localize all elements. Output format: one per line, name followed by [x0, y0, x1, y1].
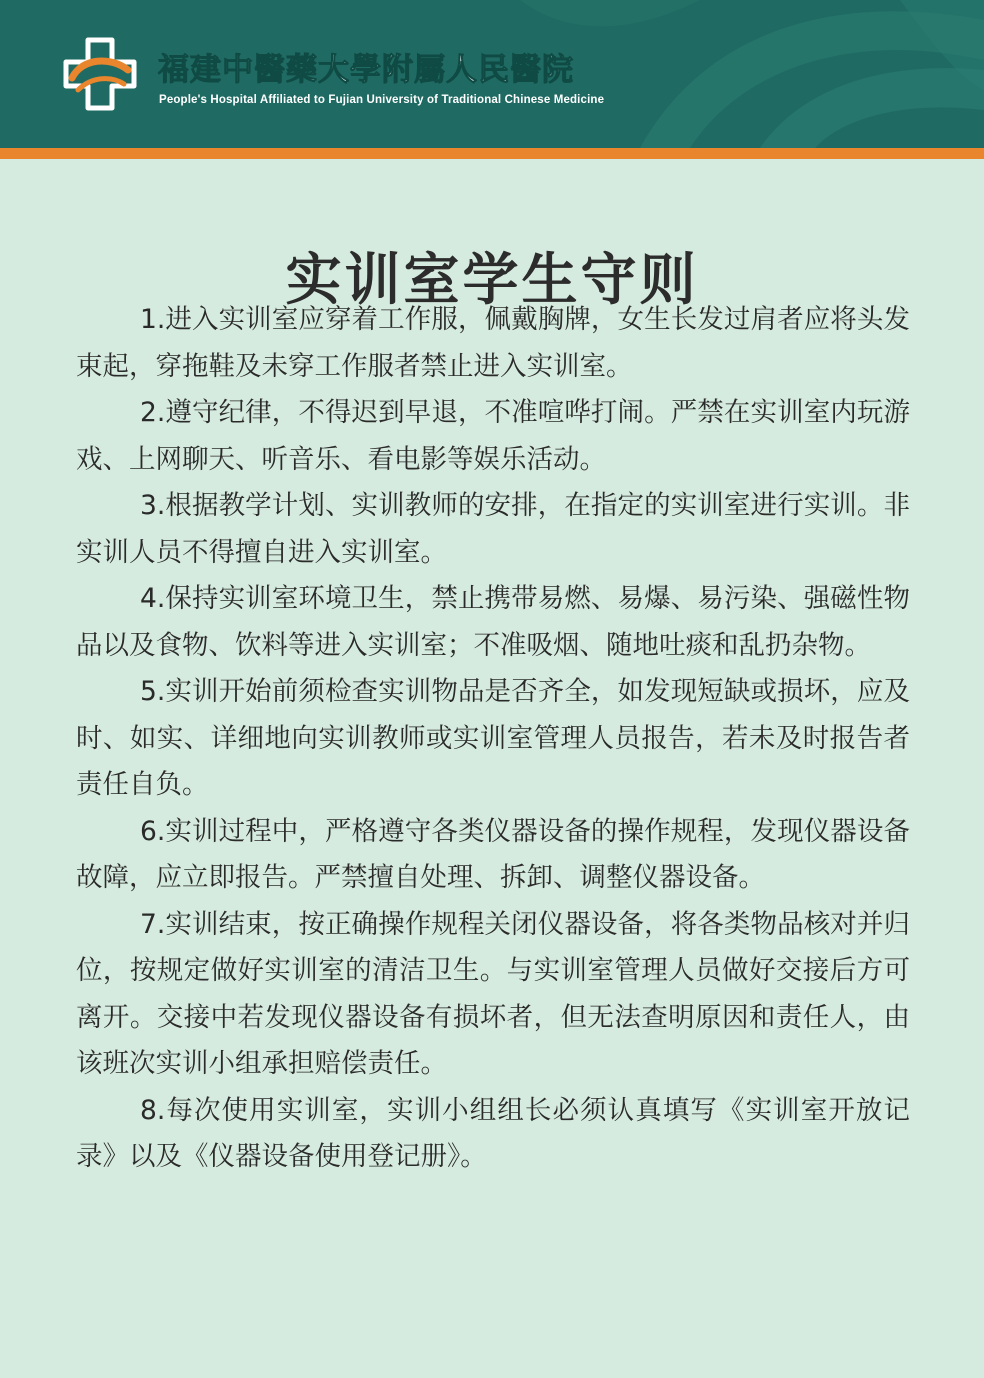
- rule-item: 8.每次使用实训室，实训小组组长必须认真填写《实训室开放记录》以及《仪器设备使用登记册》。: [76, 1094, 910, 1172]
- page-title: 实训室学生守则: [285, 247, 699, 313]
- rule-item: 4.保持实训室环境卫生，禁止携带易燃、易爆、易污染、强磁性物品以及食物、饮料等进入实训室；不准吸烟、随地吐痰和乱扔杂物。: [76, 583, 910, 661]
- hospital-name-chinese: 福建中醫藥大學附屬人民醫院: [158, 52, 574, 88]
- rule-item: 2.遵守纪律，不得迟到早退，不准喧哗打闹。严禁在实训室内玩游戏、上网聊天、听音乐、看电影等娱乐活动。: [76, 397, 910, 475]
- rule-item: 1.进入实训室应穿着工作服，佩戴胸牌，女生长发过肩者应将头发束起，穿拖鞋及未穿工作服者禁止进入实训室。: [76, 304, 910, 382]
- hospital-name-english: People's Hospital Affiliated to Fujian University of Traditional Chinese Medicine: [159, 94, 605, 106]
- rule-item: 6.实训过程中，严格遵守各类仪器设备的操作规程，发现仪器设备故障，应立即报告。严禁擅自处理、拆卸、调整仪器设备。: [76, 815, 910, 893]
- hospital-header: [0, 0, 984, 148]
- rule-item: 5.实训开始前须检查实训物品是否齐全，如发现短缺或损坏，应及时、如实、详细地向实训教师或实训室管理人员报告，若未及时报告者责任自负。: [76, 676, 910, 800]
- rules-list: [76, 297, 910, 1181]
- accent-bar: [0, 148, 984, 159]
- hospital-cross-logo-icon: [58, 32, 142, 116]
- rule-item: 7.实训结束，按正确操作规程关闭仪器设备，将各类物品核对并归位，按规定做好实训室的清洁卫生。与实训室管理人员做好交接后方可离开。交接中若发现仪器设备有损坏者，但无法查明原因和责任人，由该班次实训小组承担赔偿责任。: [76, 908, 910, 1079]
- rule-item: 3.根据教学计划、实训教师的安排，在指定的实训室进行实训。非实训人员不得擅自进入实训室。: [76, 490, 910, 568]
